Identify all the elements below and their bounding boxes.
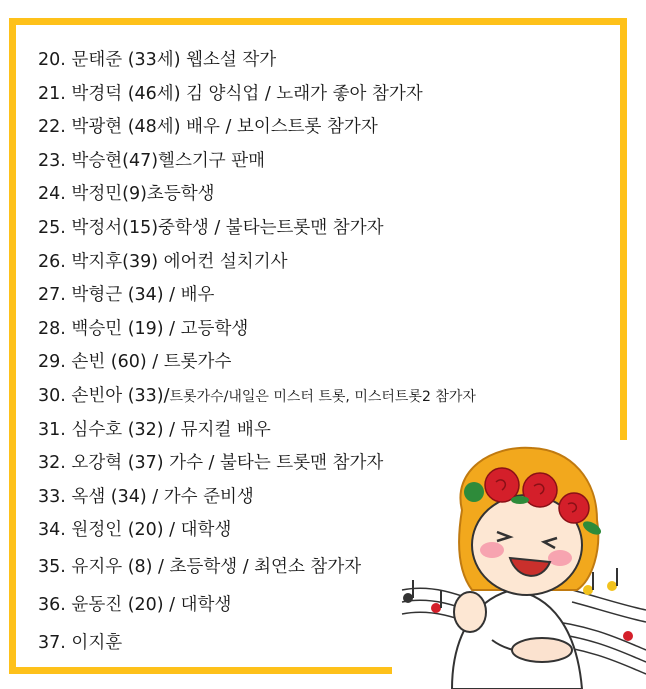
list-item: 20. 문태준 (33세) 웹소설 작가 <box>38 50 277 70</box>
list-item: 24. 박정민(9)초등학생 <box>38 184 215 204</box>
list-item: 22. 박광현 (48세) 배우 / 보이스트롯 참가자 <box>38 117 378 137</box>
list-item: 36. 윤동진 (20) / 대학생 <box>38 595 232 615</box>
list-item: 29. 손빈 (60) / 트롯가수 <box>38 352 232 372</box>
list-item: 27. 박형근 (34) / 배우 <box>38 285 215 305</box>
list-item: 21. 박경덕 (46세) 김 양식업 / 노래가 좋아 참가자 <box>38 84 423 104</box>
list-item: 28. 백승민 (19) / 고등학생 <box>38 319 249 339</box>
list-item: 32. 오강혁 (37) 가수 / 불타는 트롯맨 참가자 <box>38 453 384 473</box>
list-item: 26. 박지후(39) 에어컨 설치기사 <box>38 252 288 272</box>
list-item: 33. 옥샘 (34) / 가수 준비생 <box>38 487 254 507</box>
list-item: 23. 박승현(47)헬스기구 판매 <box>38 151 266 171</box>
list-item: 30. 손빈아 (33)/트롯가수/내일은 미스터 트롯, 미스터트롯2 참가자 <box>38 386 476 406</box>
list-item: 25. 박정서(15)중학생 / 불타는트롯맨 참가자 <box>38 218 384 238</box>
list-item: 34. 원정인 (20) / 대학생 <box>38 520 232 540</box>
list-item: 37. 이지훈 <box>38 633 123 653</box>
list-item: 35. 유지우 (8) / 초등학생 / 최연소 참가자 <box>38 557 362 577</box>
singing-child-with-roses-icon <box>392 440 646 689</box>
list-item: 31. 심수호 (32) / 뮤지컬 배우 <box>38 420 271 440</box>
